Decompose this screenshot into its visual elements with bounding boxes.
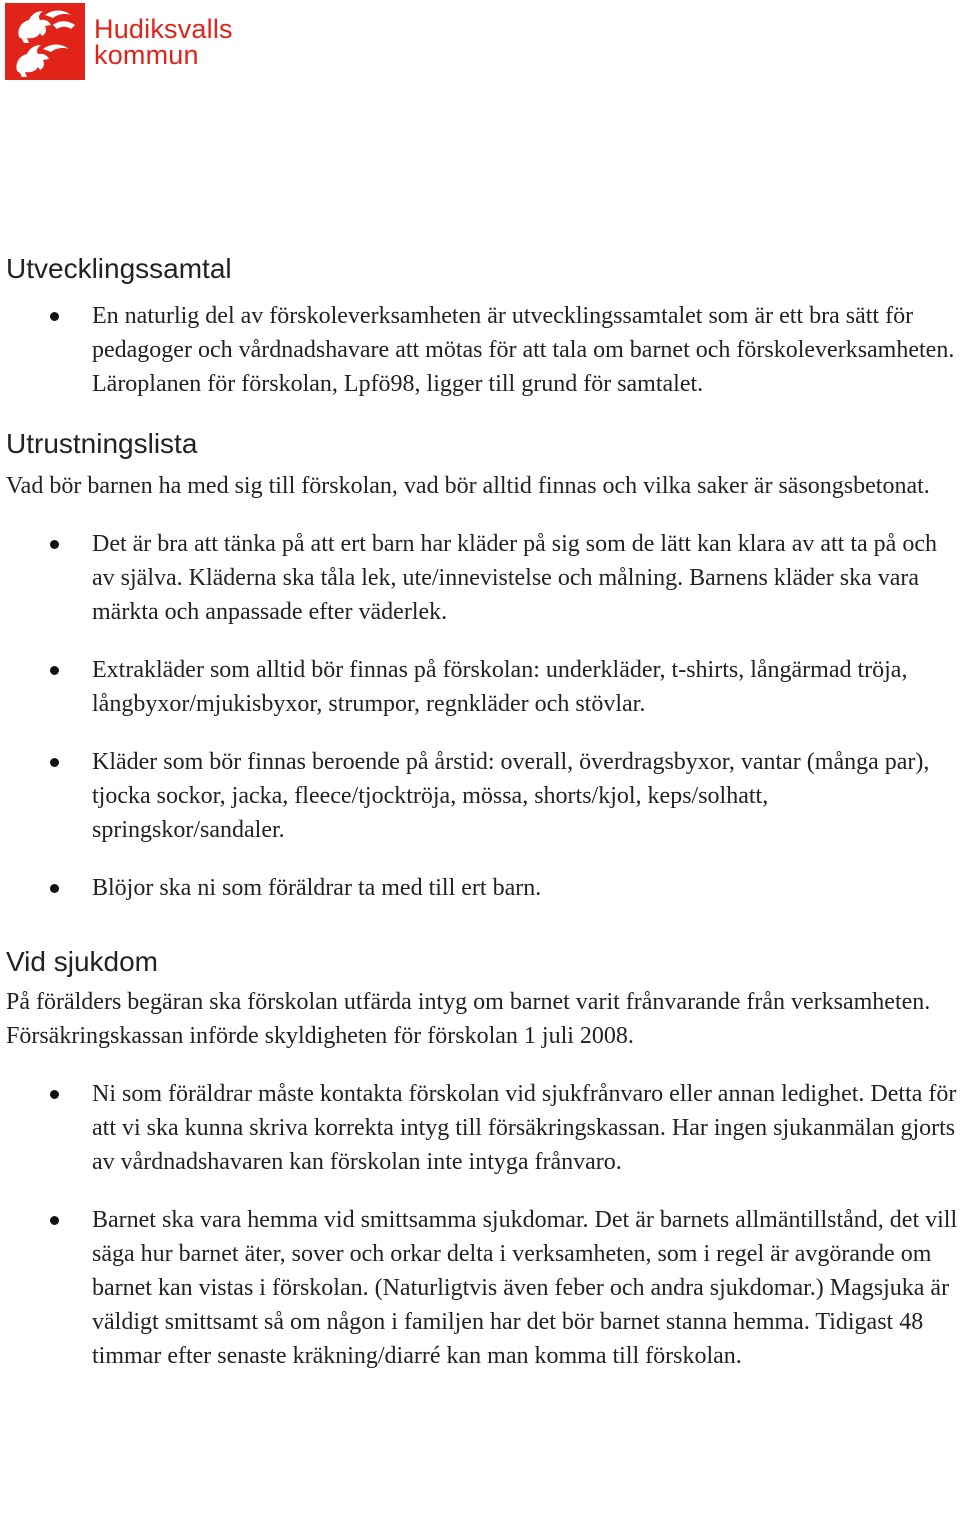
document-body <box>6 252 958 1373</box>
section-heading-utvecklingssamtal: Utvecklingssamtal <box>6 253 232 284</box>
logo-line-2: kommun <box>94 39 199 70</box>
section-intro: Vad bör barnen ha med sig till förskolan, vad bör alltid finnas och vilka saker är säsongsbetonat. <box>6 473 930 499</box>
list-item: Extrakläder som alltid bör finnas på förskolan: underkläder, t-shirts, långärmad tröja, långbyxor/mjukisbyxor, strumpor, regnkläder och stövlar. <box>6 653 958 721</box>
section-3-list <box>6 1077 958 1373</box>
section-1-list <box>6 299 958 401</box>
bullet-icon <box>50 312 59 321</box>
section-intro: På förälders begäran ska förskolan utfärda intyg om barnet varit frånvarande från verksamheten. Försäkringskassan införde skyldigheten för förskolan 1 juli 2008. <box>6 989 931 1049</box>
logo-wordmark <box>94 13 233 70</box>
list-item: En naturlig del av förskoleverksamheten är utvecklingssamtalet som är ett bra sätt för pedagoger och vårdnadshavare att mötas för att tala om barnet och förskoleverksamheten. Läroplanen för förskolan, Lpfö98, ligger till grund för samtalet. <box>6 299 958 401</box>
section-heading-utrustningslista: Utrustningslista <box>6 428 198 459</box>
bullet-icon <box>50 540 59 549</box>
bullet-icon <box>50 666 59 675</box>
logo-line-1: Hudiksvalls <box>94 13 233 44</box>
list-item: Kläder som bör finnas beroende på årstid: overall, överdragsbyxor, vantar (många par), tjocka sockor, jacka, fleece/tjocktröja, mössa, shorts/kjol, keps/solhatt, springskor/sandaler. <box>6 745 958 847</box>
list-item: Det är bra att tänka på att ert barn har kläder på sig som de lätt kan klara av att ta på och av själva. Kläderna ska tåla lek, ute/innevistelse och målning. Barnens kläder ska vara märkta och anpassade efter väderlek. <box>6 527 958 629</box>
section-2-list <box>6 527 958 905</box>
municipality-logo <box>5 3 233 80</box>
bullet-icon <box>50 1216 59 1225</box>
bullet-icon <box>50 884 59 893</box>
bullet-icon <box>50 758 59 767</box>
list-item: Ni som föräldrar måste kontakta förskolan vid sjukfrånvaro eller annan ledighet. Detta för att vi ska kunna skriva korrekta intyg till försäkringskassan. Har ingen sjukanmälan gjorts av vårdnadshavaren kan förskolan inte intyga frånvaro. <box>6 1077 958 1179</box>
goat-emblem-icon <box>5 3 85 80</box>
section-heading-vid-sjukdom: Vid sjukdom <box>6 946 159 977</box>
bullet-icon <box>50 1090 59 1099</box>
list-item: Barnet ska vara hemma vid smittsamma sjukdomar. Det är barnets allmäntillstånd, det vill säga hur barnet äter, sover och orkar delta i verksamheten, som i regel är avgörande om barnet kan vistas i förskolan. (Naturligtvis även feber och andra sjukdomar.) Magsjuka är väldigt smittsamt så om någon i familjen har det bör barnet stanna hemma. Tidigast 48 timmar efter senaste kräkning/diarré kan man komma till förskolan. <box>6 1203 958 1373</box>
list-item: Blöjor ska ni som föräldrar ta med till ert barn. <box>6 871 958 905</box>
